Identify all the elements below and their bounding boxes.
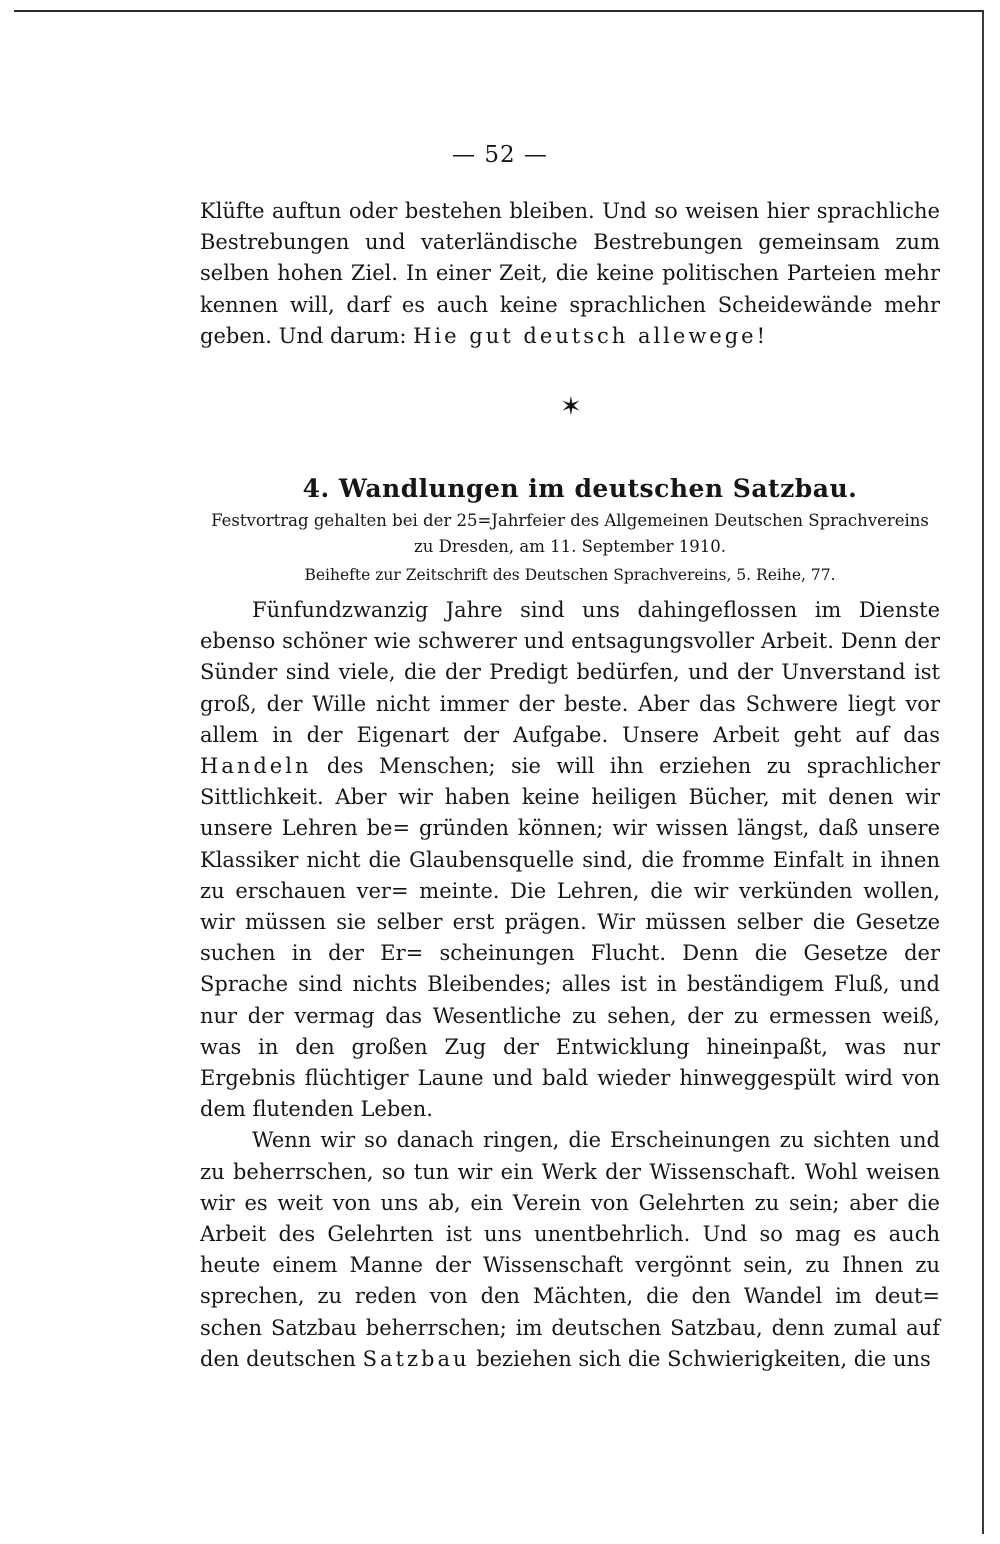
section-separator-icon: ✶ (560, 392, 582, 422)
motto: Hie gut deutsch allewege! (413, 323, 769, 348)
paragraph-1 (200, 595, 940, 1125)
paragraph-2 (200, 1125, 940, 1375)
chapter-source: Beihefte zur Zeitschrift des Deutschen Sprachvereins, 5. Reihe, 77. (304, 566, 836, 584)
paragraph-2-rest: beziehen sich die Schwierigkeiten, die uns (469, 1346, 931, 1371)
emphasis-handeln: Handeln (200, 754, 312, 779)
continuation-sentences: Klüfte auftun oder bestehen bleiben. Und so weisen hier sprachliche Bestrebungen und vaterländische Bestrebungen gemeinsam zum selben hohen Ziel. In einer Zeit, die keine politischen Parteien mehr kennen will, darf es auch keine sprachlichen Scheidewände mehr geben. Und darum: (200, 199, 940, 348)
paragraph-1-start: Fünfundzwanzig Jahre sind uns dahingeflossen im Dienste ebenso schöner wie schwerer und entsagungsvoller Arbeit. Denn der Sünder sind viele, die der Predigt bedürfen, und der Unverstand ist groß, der Wille nicht immer der beste. Aber das Schwere liegt vor allem in der Eigenart der Aufgabe. Unsere Arbeit geht auf das (200, 598, 940, 747)
page-number: — 52 — (452, 142, 548, 168)
chapter-heading: 4. Wandlungen im deutschen Satzbau. (302, 474, 858, 503)
continuation-paragraph (200, 196, 940, 352)
paragraph-2-start: Wenn wir so danach ringen, die Erscheinungen zu sichten und zu beherrschen, so tun wir ein Werk der Wissenschaft. Wohl weisen wir es weit von uns ab, ein Verein von Gelehrten zu sein; aber die Arbeit des Gelehrten ist uns unentbehrlich. Und so mag es auch heute einem Manne der Wissenschaft vergönnt sein, zu Ihnen zu sprechen, zu reden von den Mächten, die den Wandel im deut= schen Satzbau beherrschen; im deutschen Satzbau, denn zumal auf den deutschen (200, 1128, 940, 1371)
chapter-subtitle: Festvortrag gehalten bei der 25=Jahrfeier des Allgemeinen Deutschen Sprachvereins zu Dresden, am 11. September 1910. (211, 511, 929, 556)
body-text (200, 595, 940, 1375)
emphasis-satzbau: Satzbau (362, 1346, 470, 1371)
paragraph-1-rest: des Menschen; sie will ihn erziehen zu sprachlicher Sittlichkeit. Aber wir haben keine heiligen Bücher, mit denen wir unsere Lehren be= gründen können; wir wissen längst, daß unsere Klassiker nicht die Glaubensquelle sind, die fromme Einfalt in ihnen zu erschauen ver= meinte. Die Lehren, die wir verkünden wollen, wir müssen sie selber erst prägen. Wir müssen selber die Gesetze suchen in der Er= scheinungen Flucht. Denn die Gesetze der Sprache sind nichts Bleibendes; alles ist in beständigem Fluß, und nur der vermag das Wesentliche zu sehen, der zu ermessen weiß, was in den großen Zug der Entwicklung hineinpaßt, was nur Ergebnis flüchtiger Laune und bald wieder hinweggespült wird von dem flutenden Leben. (200, 754, 940, 1122)
continuation-text (200, 196, 940, 352)
